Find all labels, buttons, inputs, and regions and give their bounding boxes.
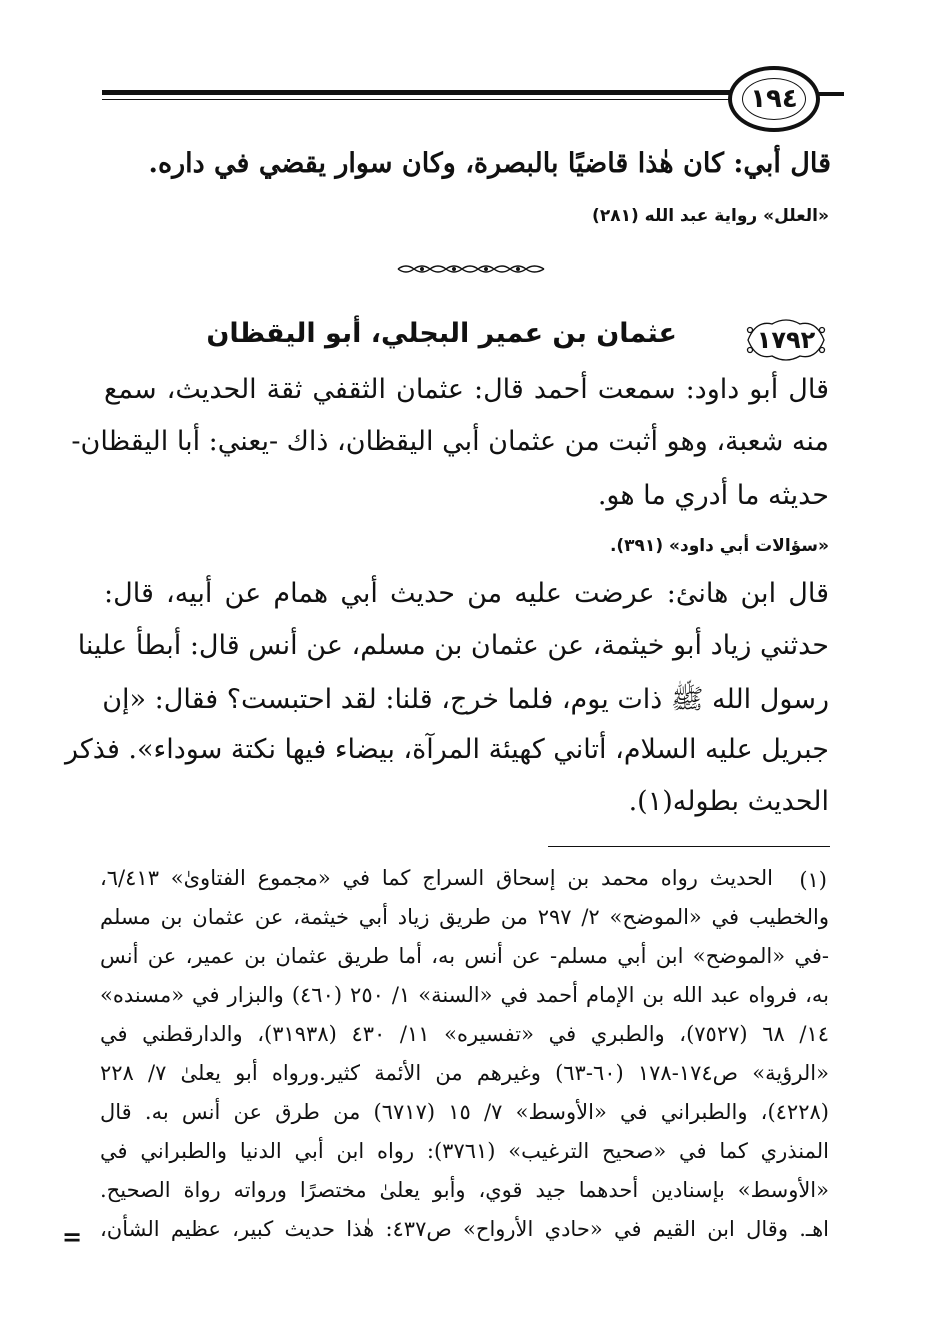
header-rule-thin [102, 99, 762, 100]
entry-number: ١٧٩٢ [756, 326, 816, 354]
continuation-mark: = [62, 1222, 83, 1251]
para1-line-1: قال أبو داود: سمعت أحمد قال: عثمان الثقفي ثقة الحديث، سمع [104, 374, 829, 405]
footnote-line-4: به، فرواه عبد الله بن الإمام أحمد في «السنة» ١/ ٢٥٠ (٤٦٠) والبزار في «مسنده» [100, 983, 829, 1007]
para2-line-2: حدثني زياد أبو خيثمة، عن عثمان بن مسلم، عن أنس قال: أبطأ علينا [77, 630, 829, 661]
para2-line-1: قال ابن هانئ: عرضت عليه من حديث أبي همام عن أبيه، قال: [104, 578, 829, 609]
ornament-divider [396, 262, 546, 276]
page-number: ١٩٤ [742, 78, 806, 120]
para1-line-3: حديثه ما أدري ما هو. [597, 480, 829, 511]
para2-line-5: الحديث بطوله(١). [628, 786, 829, 817]
page-number-frame [728, 66, 820, 132]
top-source: «العلل» رواية عبد الله (٢٨١) [592, 206, 829, 226]
entry-title: عثمان بن عمير البجلي، أبو اليقظان [206, 318, 677, 349]
footnote-line-9: «الأوسط» بإسنادين أحدهما جيد قوي، وأبو يعلىٰ مختصرًا ورواته رواة الصحيح. [100, 1178, 829, 1202]
para2-line-3: رسول الله ﷺ ذات يوم، فلما خرج، قلنا: لقد احتبست؟ فقال: «إن [102, 684, 829, 715]
footnote-marker: (١) [799, 868, 827, 892]
footnote-line-5: ١٤/ ٦٨ (٧٥٢٧)، والطبري في «تفسيره» ١١/ ٤٣٠ (٣١٩٣٨)، والدارقطني في [100, 1022, 830, 1046]
footnote-line-2: والخطيب في «الموضح» ٢/ ٢٩٧ من طريق زياد أبي خيثمة، عن عثمان بن مسلم [100, 905, 829, 929]
footnote-line-6: «الرؤية» ص١٧٤-١٧٨ (٦٠-٦٣) وغيرهم من الأئمة كثير.ورواه أبو يعلىٰ ٧/ ٢٢٨ [100, 1061, 829, 1085]
footnote-line-3: -في «الموضح» ابن أبي مسلم- عن أنس به، أما طريق عثمان بن عمير، عن أنس [100, 944, 829, 968]
footnote-line-8: المنذري كما في «صحيح الترغيب» (٣٧٦١): رواه ابن أبي الدنيا والطبراني في [100, 1139, 829, 1163]
footnote-line-1: الحديث رواه محمد بن إسحاق السراج كما في «مجموع الفتاوىٰ» ٦/٤١٣، [100, 866, 773, 890]
footnote-line-10: اهـ. وقال ابن القيم في «حادي الأرواح» ص٤٣٧: هٰذا حديث كبير، عظيم الشأن، [100, 1217, 829, 1241]
para2-line-4: جبريل عليه السلام، أتاني كهيئة المرآة، بيضاء فيها نكتة سوداء». فذكر [65, 734, 829, 765]
footnote-rule [548, 846, 830, 847]
para1-source: «سؤالات أبي داود» (٣٩١). [609, 536, 829, 556]
header-rule-thick [102, 90, 762, 95]
top-quote: قال أبي: كان هٰذا قاضيًا بالبصرة، وكان سوار يقضي في داره. [148, 148, 831, 179]
para1-line-2: منه شعبة، وهو أثبت من عثمان أبي اليقظان، ذاك -يعني: أبا اليقظان- [71, 426, 829, 457]
footnote-line-7: (٤٢٢٨)، والطبراني في «الأوسط» ٧/ ١٥ (٦٧١٧) من طرق عن أنس به. قال [100, 1100, 829, 1124]
